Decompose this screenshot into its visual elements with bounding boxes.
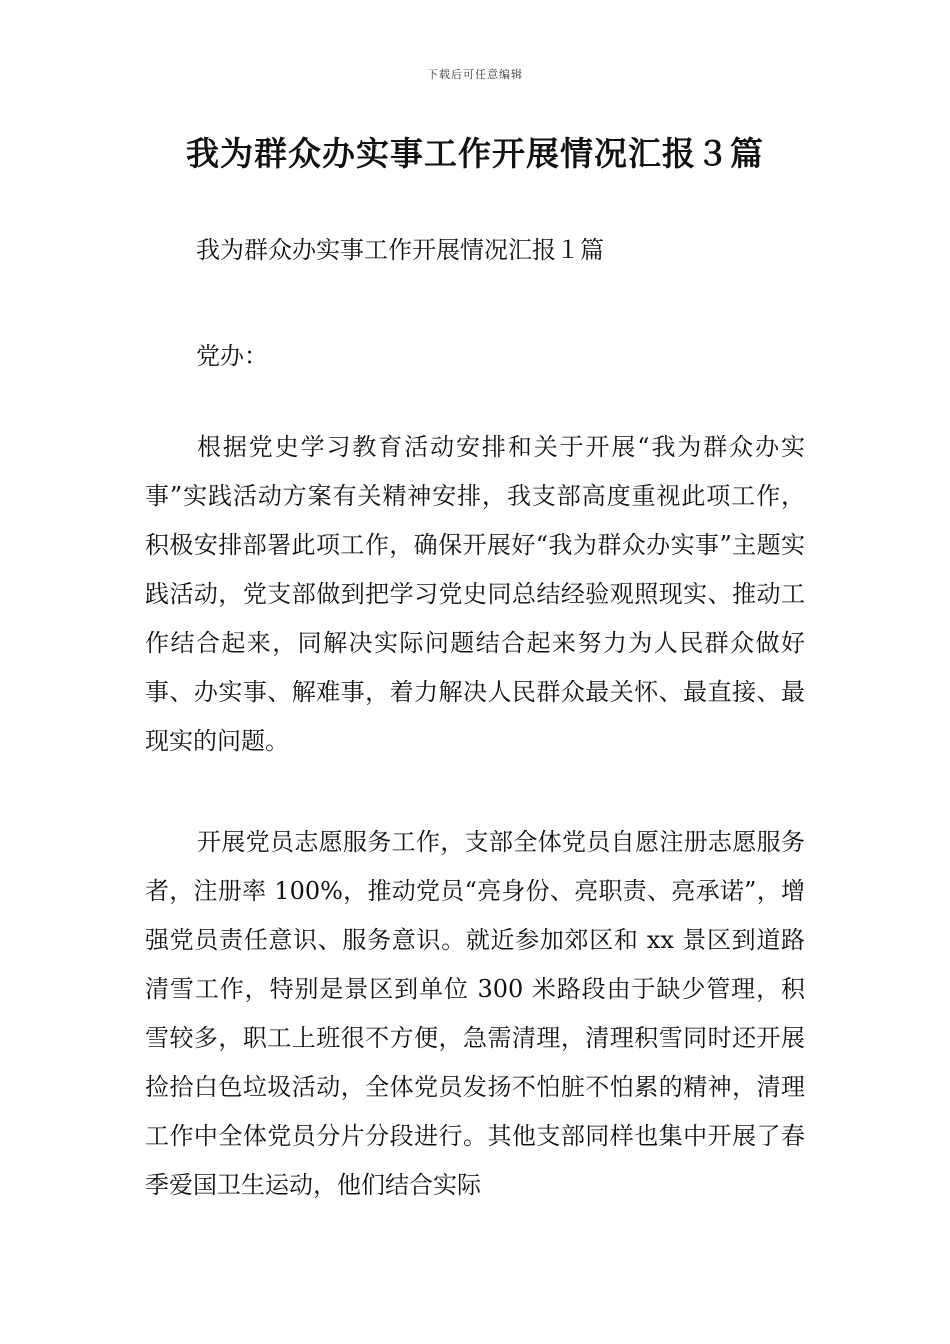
- body-paragraph-2: 开展党员志愿服务工作，支部全体党员自愿注册志愿服务者，注册率 100%，推动党员“亮身份、亮职责、亮承诺”，增强党员责任意识、服务意识。就近参加郊区和 xx 景区到道路清雪工作，特别是景区到单位 300 米路段由于缺少管理，积雪较多，职工上班很不方便，急需清理，清理积雪同时还开展捡拾白色垃圾活动，全体党员发扬不怕脏不怕累的精神，清理工作中全体党员分片分段进行。其他支部同样也集中开展了春季爱国卫生运动，他们结合实际: [145, 828, 805, 1199]
- salutation: 党办：: [196, 342, 268, 370]
- header-note: 下载后可任意编辑: [427, 68, 523, 81]
- body-paragraph-1: 根据党史学习教育活动安排和关于开展“我为群众办实事”实践活动方案有关精神安排，我支部高度重视此项工作，积极安排部署此项工作，确保开展好“我为群众办实事”主题实践活动，党支部做到把学习党史同总结经验观照现实、推动工作结合起来，同解决实际问题结合起来努力为人民群众做好事、办实事、解难事，着力解决人民群众最关怀、最直接、最现实的问题。: [145, 433, 805, 755]
- document-title: 我为群众办实事工作开展情况汇报３篇: [186, 134, 764, 173]
- section-subtitle: 我为群众办实事工作开展情况汇报１篇: [196, 236, 604, 264]
